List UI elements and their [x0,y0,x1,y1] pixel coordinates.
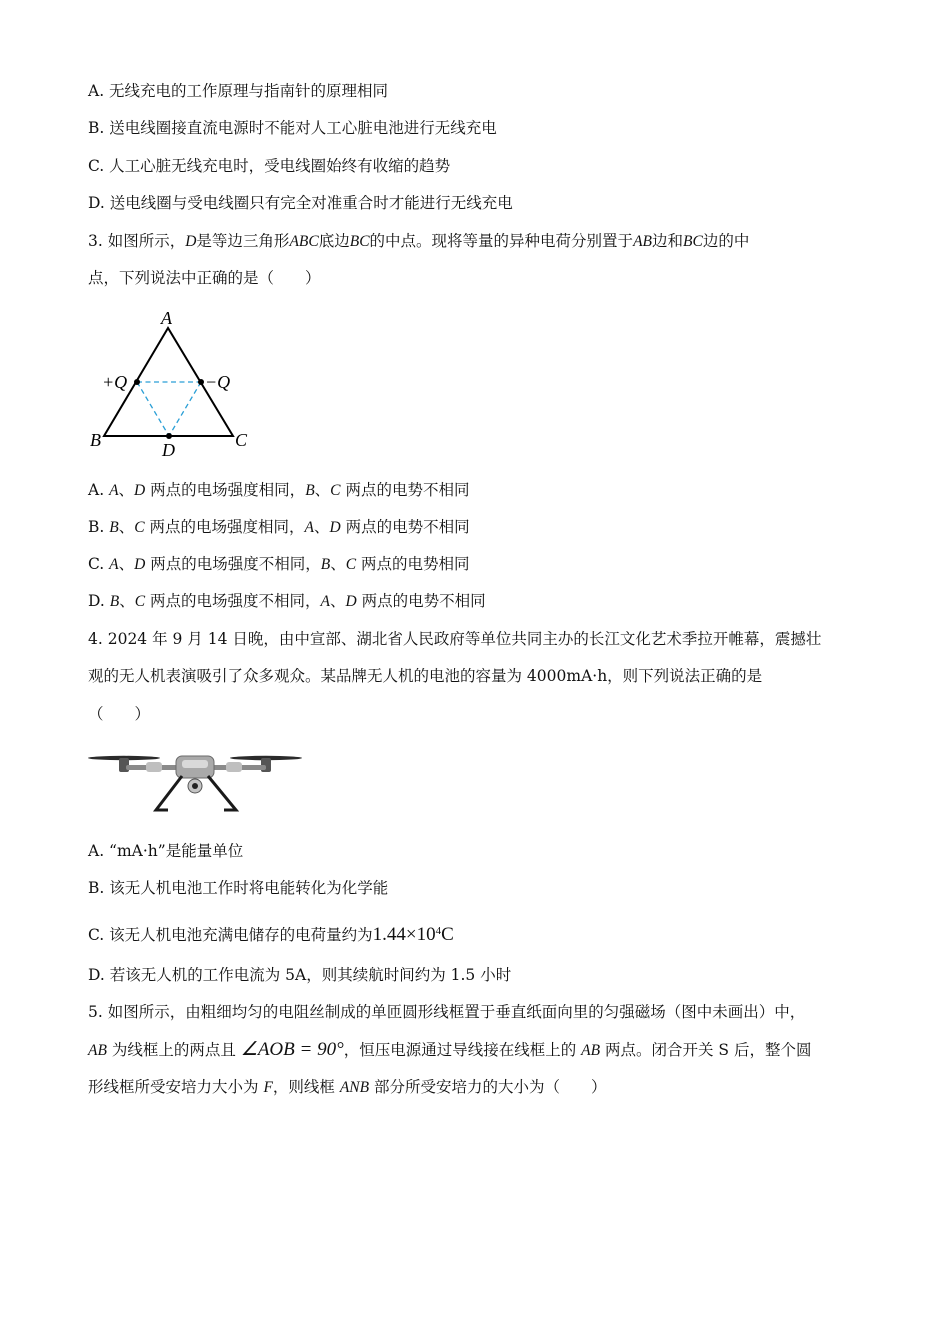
dashed-line-left [137,382,169,436]
text: 部分所受安培力的大小为（ ） [369,1078,607,1096]
var: D [185,233,197,250]
text: 两点的电场强度相同， [144,518,305,536]
text: 两点的电势不相同 [340,518,470,536]
var: C [330,482,341,499]
var: AB [581,1042,601,1059]
var: B [109,593,120,610]
text: 、 [118,518,135,536]
var: D [345,593,357,610]
text: 两点的电场强度不相同， [145,592,321,610]
text: 3. 如图所示， [88,232,186,250]
math-coefficient: 1.44×10 [372,924,436,946]
var: D [134,556,146,573]
label-d: D [162,440,175,460]
text: 、 [329,592,346,610]
q4-option-b: B. 该无人机电池工作时将电能转化为化学能 [88,879,389,897]
var: C [345,556,357,573]
var: BC [683,233,703,250]
text: ，恒压电源通过导线接在线框上的 [343,1041,582,1059]
label-a: A [161,308,172,328]
text: B. [88,518,110,536]
var: D [329,519,341,536]
q3-stem-line1 [88,230,749,253]
label-plus-q: +Q [102,372,128,392]
var: D [134,482,146,499]
text: 、 [118,481,135,499]
q4-option-d: D. 若该无人机的工作电流为 5A，则其续航时间约为 1.5 小时 [88,966,512,984]
q3-option-c [88,553,470,576]
text: 、 [314,481,331,499]
text: 边的中 [702,232,750,250]
text: 形线框所受安培力大小为 [88,1078,264,1096]
text: 两点的电势相同 [356,555,470,573]
text: 底边 [318,232,350,250]
var: BC [349,233,370,250]
q2-option-a: A. 无线充电的工作原理与指南针的原理相同 [88,82,389,100]
point-d-dot [166,433,172,439]
text: C. 该无人机电池充满电储存的电荷量约为 [88,926,373,945]
math-angle: ∠AOB = 90° [240,1039,344,1060]
text: A. [88,481,110,499]
landing-gear-left [156,776,182,810]
var: A [109,556,119,573]
q3-option-d [88,590,486,613]
text: C. [88,555,110,573]
var: ABC [289,233,319,250]
q5-stem-line3 [88,1076,607,1099]
charge-pos-dot [134,379,140,385]
text: 、 [313,518,330,536]
math-unit: C [441,924,454,946]
drone-top-cover [182,760,208,768]
var: B [320,556,331,573]
q4-stem-line2: 观的无人机表演吸引了众多观众。某品牌无人机的电池的容量为 4000mA·h，则下列说法正确的是 [88,667,763,685]
q2-option-b: B. 送电线圈接直流电源时不能对人工心脏电池进行无线充电 [88,119,497,137]
text: 的中点。现将等量的异种电荷分别置于 [369,232,634,250]
dashed-line-right [169,382,201,436]
q4-stem-line1: 4. 2024 年 9 月 14 日晚，由中宣部、湖北省人民政府等单位共同主办的长江文化艺术季拉开帷幕，震撼壮 [88,630,822,648]
label-minus-q: −Q [205,372,231,392]
text: 两点的电势不相同 [356,592,486,610]
landing-gear-right [208,776,236,810]
var: A [304,519,314,536]
text: 为线框上的两点且 [106,1041,241,1059]
q3-stem-line2: 点，下列说法中正确的是（ ） [88,269,321,287]
arm-joint-left [146,762,162,772]
text: 、 [118,555,135,573]
q3-option-b [88,516,470,539]
var: AB [88,1042,107,1059]
q5-stem-line2 [88,1039,811,1062]
text: 是等边三角形 [196,232,290,250]
var: B [305,482,315,499]
camera-lens [192,783,198,789]
math-exponent: 4 [435,925,442,937]
text: 两点的电势不相同 [340,481,470,499]
var: A [109,482,119,499]
label-b: B [90,430,101,450]
drone-image [86,740,306,820]
var: ANB [339,1079,370,1096]
text: D. [88,592,110,610]
var: B [109,519,119,536]
var: F [263,1079,273,1096]
q5-stem-line1: 5. 如图所示，由粗细均匀的电阻丝制成的单匝圆形线框置于垂直纸面向里的匀强磁场（图中未画出）中， [88,1003,806,1021]
text: 边和 [652,232,684,250]
text: 两点的电场强度相同， [145,481,306,499]
q4-stem-line3: （ ） [88,705,151,723]
text: 两点。闭合开关 S 后，整个圆 [600,1041,812,1059]
var: AB [633,233,652,250]
text: 两点的电场强度不相同， [145,555,321,573]
var: C [134,519,145,536]
q3-option-a [88,479,469,502]
var: A [320,593,330,610]
arm-joint-right [226,762,242,772]
var: C [134,593,146,610]
triangle-figure [86,306,256,462]
q2-option-c: C. 人工心脏无线充电时，受电线圈始终有收缩的趋势 [88,157,451,175]
q2-option-d: D. 送电线圈与受电线圈只有完全对准重合时才能进行无线充电 [88,194,513,212]
text: ，则线框 [272,1078,340,1096]
text: 、 [119,592,135,610]
text: 、 [330,555,346,573]
charge-neg-dot [198,379,204,385]
q4-option-a: A. “mA·h”是能量单位 [88,842,244,860]
label-c: C [235,430,248,450]
q4-option-c [88,920,454,946]
